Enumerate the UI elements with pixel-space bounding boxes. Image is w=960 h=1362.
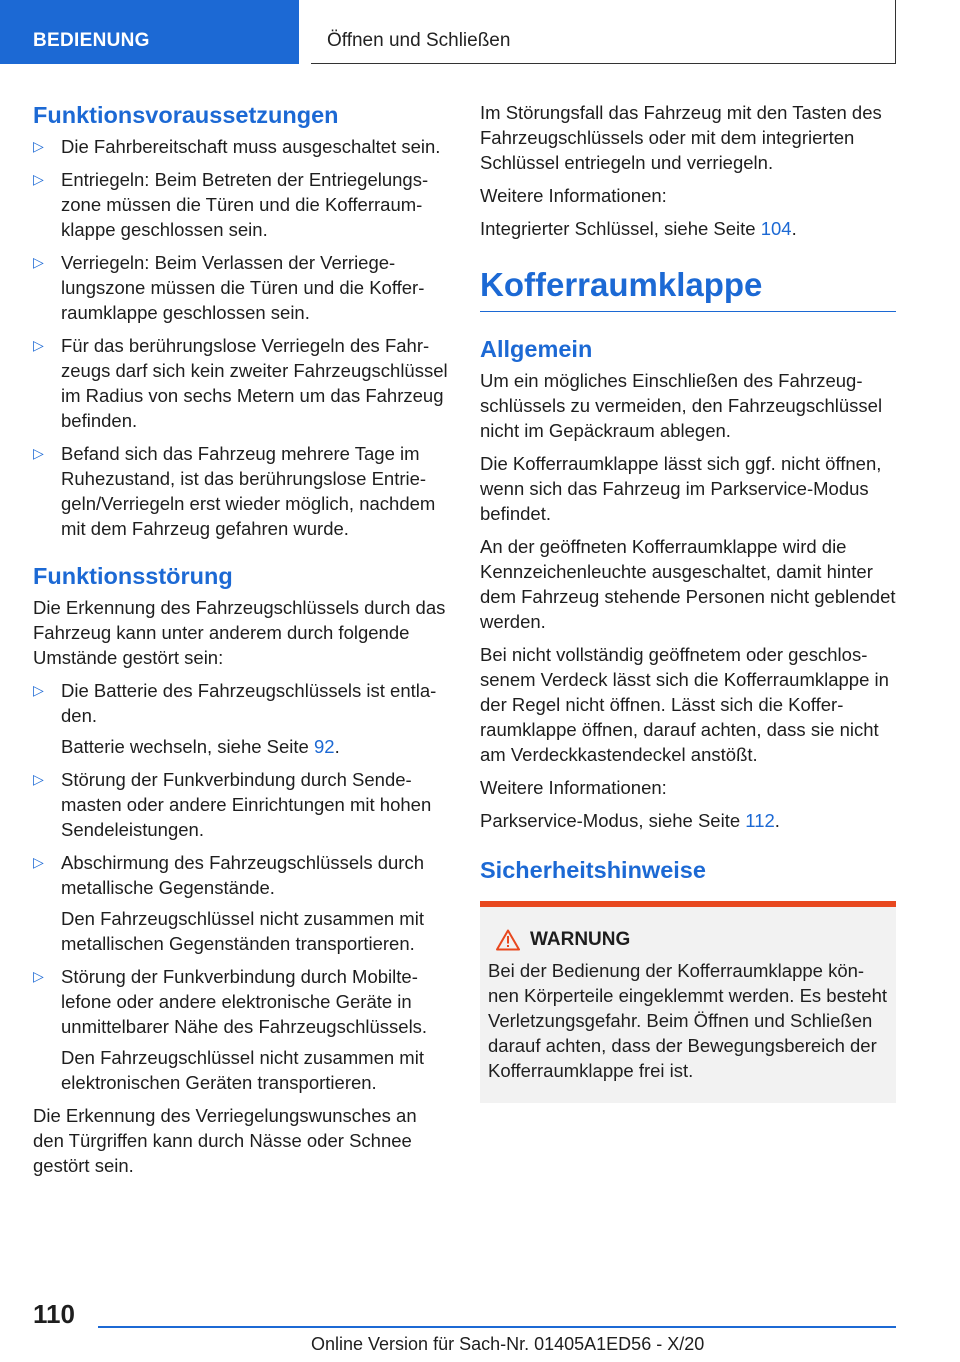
list-item [33,678,448,759]
paragraph: Die Erkennung des Verriegelungswunsches an den Türgriffen kann durch Nässe oder Schnee gestört sein. [33,1105,417,1176]
reference-text: Integrierter Schlüssel, siehe Seite [480,218,761,239]
paragraph: Die Erkennung des Fahrzeugschlüssels durch das Fahrzeug kann unter anderem durch folgende Umstände gestört sein: [33,597,446,668]
heading-allgemein: Allgemein [480,336,593,362]
paragraph: Bei nicht vollständig geöffnetem oder geschlossenem Verdeck lässt sich die Kofferraumklappe in der Regel nicht öffnen. Lässt sich die Kofferraumklappe öffnen, darauf achten, dass sie nicht am Verdeckkastendeckel anstößt. [480,644,889,765]
more-info-label: Weitere Informationen: [480,185,667,206]
reference-text: Parkservice-Modus, siehe Seite [480,810,746,831]
list-item: ▷ Verriegeln: Beim Verlassen der Verriegelungszone müssen die Türen und die Kofferraumklappe geschlossen sein. [33,250,448,325]
warning-triangle-icon [496,929,520,951]
paragraph: Um ein mögliches Einschließen des Fahrzeugschlüssels zu vermeiden, den Fahrzeugschlüssel nicht im Gepäckraum ablegen. [480,370,883,441]
page-link-92[interactable]: 92 [313,736,335,757]
heading-funktionsvoraussetzungen: Funktionsvoraussetzungen [33,102,339,128]
warning-text: Bei der Bedienung der Kofferraumklappe können Körperteile eingeklemmt werden. Es besteht Verletzungsgefahr. Beim Öffnen und Schließen darauf achten, dass der Bewegungsbereich der Kofferraumklappe frei ist. [488,960,887,1081]
online-version-note: Online Version für Sach-Nr. 01405A1ED56 - X/20 [311,1334,705,1354]
page-number: 110 [33,1299,75,1329]
heading-kofferraumklappe: Kofferraumklappe [480,265,896,312]
list-item-subtext: Batterie wechseln, siehe Seite 92. [61,736,340,757]
paragraph: An der geöffneten Kofferraumklappe wird die Kennzeichenleuchte ausgeschaltet, damit hinter dem Fahrzeug stehende Personen nicht geblendet werden. [480,536,896,632]
list-item-text: Die Batterie des Fahrzeugschlüssels ist entladen. [61,680,437,726]
section-title: BEDIENUNG [33,30,150,51]
list-item: ▷ Für das berührungslose Verriegeln des Fahrzeugs darf sich kein zweiter Fahrzeugschlüssel im Radius von sechs Metern um das Fahrzeug befinden. [33,333,448,433]
heading-funktionsstoerung: Funktionsstörung [33,563,233,589]
list-item [33,964,448,1095]
reference: Integrierter Schlüssel, siehe Seite 104. [480,218,797,239]
heading-sicherheitshinweise: Sicherheitshinweise [480,857,706,883]
list-item [33,850,448,956]
list-item: ▷ Störung der Funkverbindung durch Sendemasten oder andere Einrichtungen mit hohen Sendeleistungen. [33,767,448,842]
reference: Parkservice-Modus, siehe Seite 112. [480,810,780,831]
list-item-text: Abschirmung des Fahrzeugschlüssels durch metallische Gegenstände. [61,852,424,898]
warning-box [480,901,896,1103]
section-tab [0,0,299,64]
left-column [33,100,448,1186]
chapter-title: Öffnen und Schließen [327,30,511,51]
footer-divider [98,1326,896,1328]
disturbance-list [33,678,448,1095]
list-item: ▷ Die Fahrbereitschaft muss ausgeschaltet sein. [33,134,448,159]
paragraph: Die Kofferraumklappe lässt sich ggf. nicht öffnen, wenn sich das Fahrzeug im Parkservice-Modus befindet. [480,453,882,524]
warning-title: WARNUNG [530,929,631,950]
page-link-104[interactable]: 104 [760,218,792,239]
chapter-header [311,0,896,64]
list-item: ▷ Befand sich das Fahrzeug mehrere Tage im Ruhezustand, ist das berührungslose Entriegeln/Verriegeln erst wieder möglich, nachdem mit dem Fahrzeug gefahren wurde. [33,441,448,541]
warning-header [488,927,888,952]
list-item-subtext: Den Fahrzeugschlüssel nicht zusammen mit elektronischen Geräten transportieren. [61,1047,424,1093]
list-item: ▷ Entriegeln: Beim Betreten der Entriegelungszone müssen die Türen und die Kofferraumklappe geschlossen sein. [33,167,448,242]
list-item-subtext: Den Fahrzeugschlüssel nicht zusammen mit metallischen Gegenständen transportieren. [61,908,424,954]
right-column [480,100,896,1103]
more-info-label: Weitere Informationen: [480,777,667,798]
page-link-112[interactable]: 112 [745,810,775,831]
requirements-list [33,134,448,541]
reference-text: Batterie wechseln, siehe Seite [61,736,314,757]
list-item-text: Störung der Funkverbindung durch Mobiltelefone oder andere elektronische Geräte in unmittelbarer Nähe des Fahrzeugschlüssels. [61,966,428,1037]
paragraph: Im Störungsfall das Fahrzeug mit den Tasten des Fahrzeugschlüssels oder mit dem integrierten Schlüssel entriegeln und verriegeln. [480,102,882,173]
